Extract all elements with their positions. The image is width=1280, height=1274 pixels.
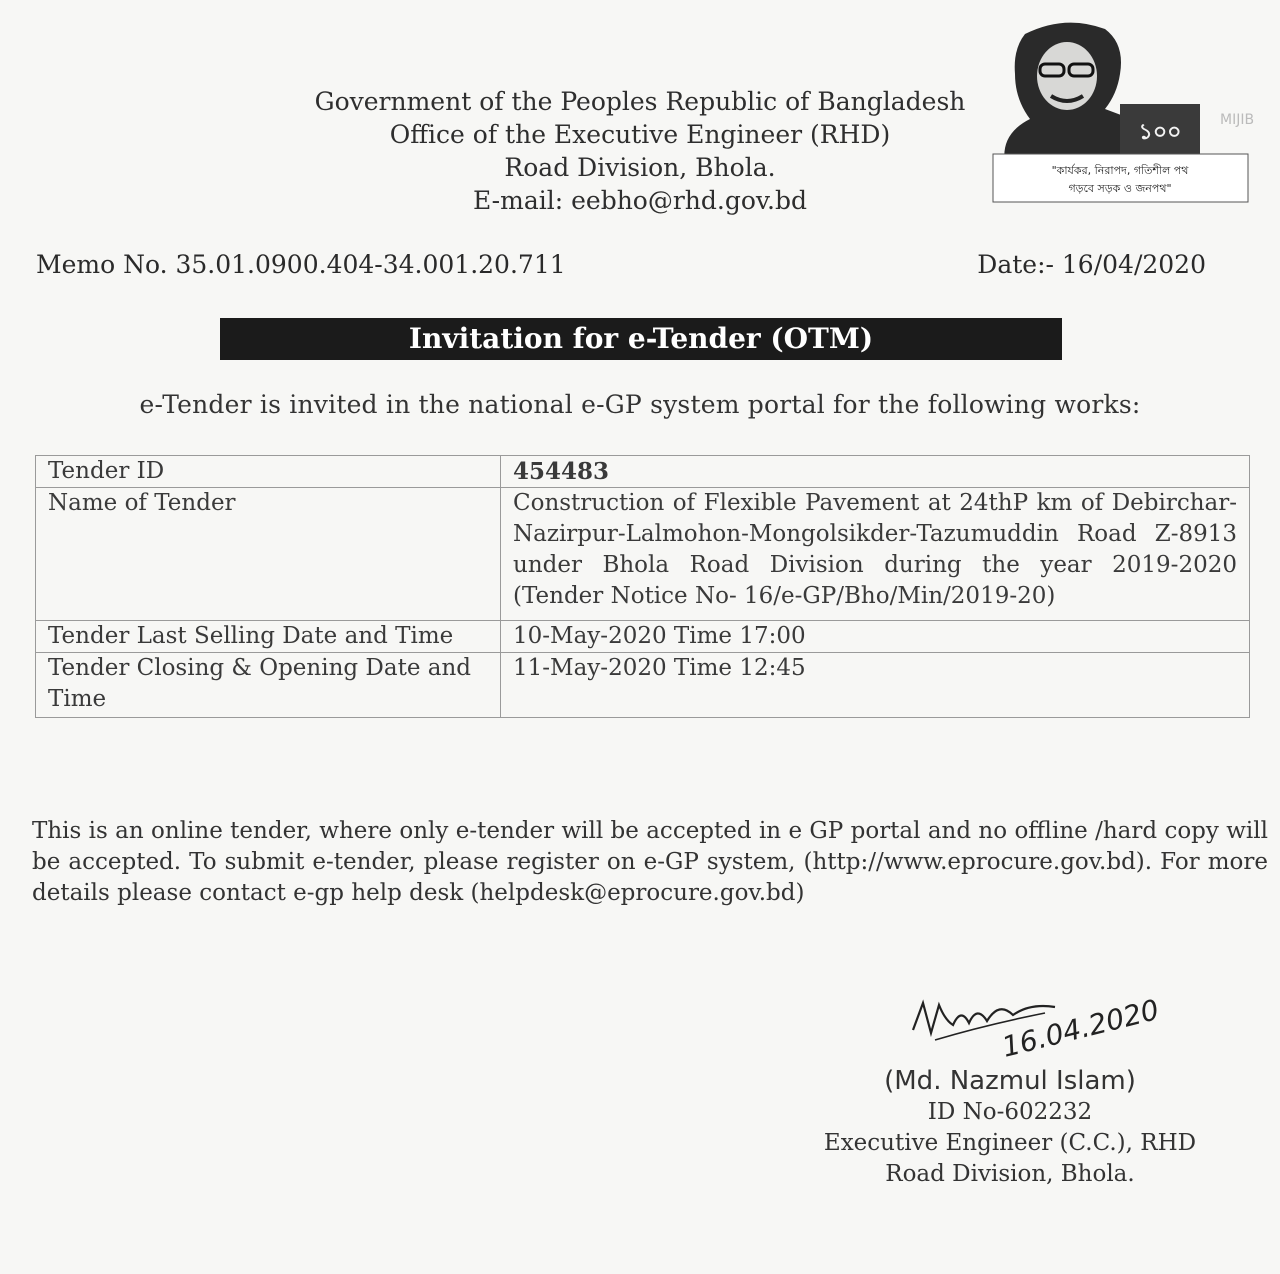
header-office: Office of the Executive Engineer (RHD) (389, 120, 891, 149)
mujib-year-emblem (985, 14, 1255, 206)
row-value: 454483 (501, 456, 1250, 488)
handwritten-signature (895, 985, 1185, 1070)
table-row (36, 488, 1250, 621)
signatory-designation: Executive Engineer (C.C.), RHD (823, 1130, 1197, 1156)
header-email: E-mail: eebho@rhd.gov.bd (472, 186, 808, 215)
emblem-caption-line2: গড়বে সড়ক ও জনপথ" (1068, 182, 1172, 195)
memo-number: Memo No. 35.01.0900.404-34.001.20.711 (36, 250, 566, 279)
svg-text:MIJIB: MIJIB (1220, 112, 1255, 128)
signatory-block (790, 1066, 1230, 1190)
row-label: Tender Closing & Opening Date and Time (36, 653, 501, 718)
online-tender-note: This is an online tender, where only e-tender will be accepted in e GP portal and no offline /hard copy will be accepted. To submit e-tender, please register on e-GP system, (http://www.eprocure.gov.bd). For more details please contact e-gp help desk (helpdesk@eprocure.gov.bd) (32, 818, 1268, 906)
row-value: 10-May-2020 Time 17:00 (501, 621, 1250, 653)
tender-details-table (35, 455, 1250, 718)
memo-date: Date:- 16/04/2020 (977, 250, 1206, 279)
svg-text:১০০: ১০০ (1138, 120, 1182, 145)
invitation-banner: Invitation for e-Tender (OTM) (220, 318, 1062, 360)
header-government: Government of the Peoples Republic of Bangladesh (314, 87, 966, 116)
intro-text: e-Tender is invited in the national e-GP system portal for the following works: (139, 390, 1141, 419)
signatory-office: Road Division, Bhola. (885, 1161, 1135, 1187)
row-label: Name of Tender (36, 488, 501, 621)
signature-date: 16.04.2020 (998, 992, 1163, 1064)
signatory-id: ID No-602232 (927, 1099, 1093, 1125)
row-label: Tender Last Selling Date and Time (36, 621, 501, 653)
table-row (36, 456, 1250, 488)
memo-row (36, 250, 1206, 284)
signatory-name: (Md. Nazmul Islam) (884, 1066, 1136, 1096)
row-value: 11-May-2020 Time 12:45 (501, 653, 1250, 718)
emblem-caption-line1: "কার্যকর, নিরাপদ, গতিশীল পথ (1051, 164, 1189, 177)
table-row (36, 653, 1250, 718)
letterhead (200, 85, 1080, 217)
table-row (36, 621, 1250, 653)
header-division: Road Division, Bhola. (504, 153, 776, 182)
row-value: Construction of Flexible Pavement at 24thP km of Debirchar-Nazirpur-Lalmohon-Mongolsikder-Tazumuddin Road Z-8913 under Bhola Road Division during the year 2019-2020 (Tender Notice No- 16/e-GP/Bho/Min/2019-20) (501, 488, 1250, 621)
row-label: Tender ID (36, 456, 501, 488)
